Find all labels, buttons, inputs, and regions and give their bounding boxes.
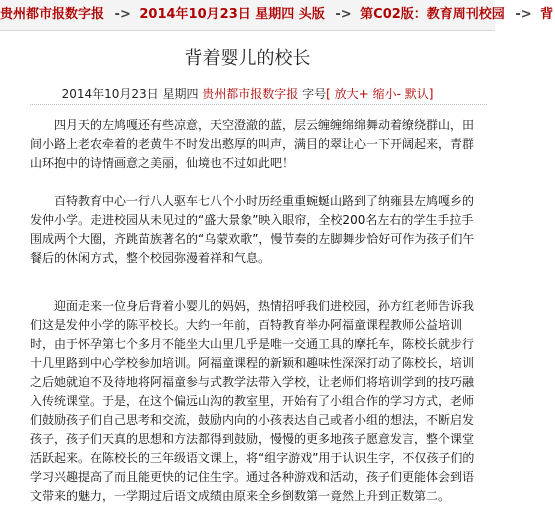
breadcrumb-separator: ->: [335, 7, 352, 22]
article-meta: [0, 85, 495, 102]
article-body: [30, 116, 485, 525]
breadcrumb-paper-link[interactable]: 贵州都市报数字报: [0, 7, 105, 22]
article-paragraph: 百特教育中心一行八人驱车七八个小时历经重重蜿蜒山路到了纳雍县左鸠嘎乡的发仲小学。走进校园从未见过的“盛大景象”映入眼帘，全校200名左右的学生手拉手围成两个大圈，齐跳苗族著名的“乌蒙欢歌”，慢节奏的左脚舞步恰好可作为孩子们午餐后的休闲方式，整个校园弥漫着祥和气息。: [30, 194, 475, 265]
article-title: 背着婴儿的校长: [184, 48, 311, 69]
breadcrumb-date-page-link[interactable]: 2014年10月23日 星期四 头版: [139, 7, 325, 22]
font-default-button[interactable]: 默认: [404, 87, 429, 101]
divider: [30, 104, 487, 105]
bracket-open: [: [326, 87, 331, 101]
article-source-link[interactable]: 贵州都市报数字报: [202, 87, 299, 101]
font-shrink-button[interactable]: 缩小-: [372, 87, 401, 101]
font-enlarge-button[interactable]: 放大+: [334, 87, 369, 101]
breadcrumb: [0, 0, 554, 31]
breadcrumb-separator: ->: [114, 7, 131, 22]
breadcrumb-section-link[interactable]: 第C02版：教育周刊校园: [360, 7, 505, 22]
breadcrumb-separator: ->: [515, 7, 532, 22]
article-paragraph: 迎面走来一位身后背着小婴儿的妈妈，热情招呼我们进校园，孙方红老师告诉我们这是发仲小学的陈平校长。大约一年前，百特教育举办阿福童课程教师公益培训时，由于怀孕第七个多月不能坐大山里几乎是唯一交通工具的摩托车，陈校长就步行十几里路到中心学校参加培训。阿福童课程的新颖和趣味性深深打动了陈校长，培训之后她就迫不及待地将阿福童参与式教学法带入学校，让老师们将培训学到的技巧融入传统课堂。于是，在这个偏远山沟的教室里，开始有了小组合作的学习方式，老师们鼓励孩子们自己思考和交流，鼓励内向的小孩表达自己或者小组的想法，不断启发孩子，孩子们天真的思想和方法都得到鼓励，慢慢的更多地孩子愿意发言，整个课堂活跃起来。在陈校长的三年级语文课上，将“组字游戏”用于认识生字，不仅孩子们的学习兴趣提高了而且能更快的记住生字。通过各种游戏和活动，孩子们更能体会到语文带来的魅力，一学期过后语文成绩由原来全乡倒数第一竟然上升到正数第二。: [30, 299, 475, 503]
article-date: 2014年10月23日 星期四: [61, 87, 199, 101]
breadcrumb-current: 背: [540, 7, 554, 22]
font-size-label: 字号: [302, 87, 327, 101]
article-paragraph: 四月天的左鸠嘎还有些凉意，天空澄澈的蓝，层云缠缠绵绵舞动着缭绕群山，田间小路上老农牵着的老黄牛不时发出憨厚的叫声，满目的翠让心一下开阔起来，青群山环抱中的诗情画意之美丽，仙境也不过如此吧！: [30, 118, 475, 170]
bracket-close: ]: [428, 87, 434, 101]
